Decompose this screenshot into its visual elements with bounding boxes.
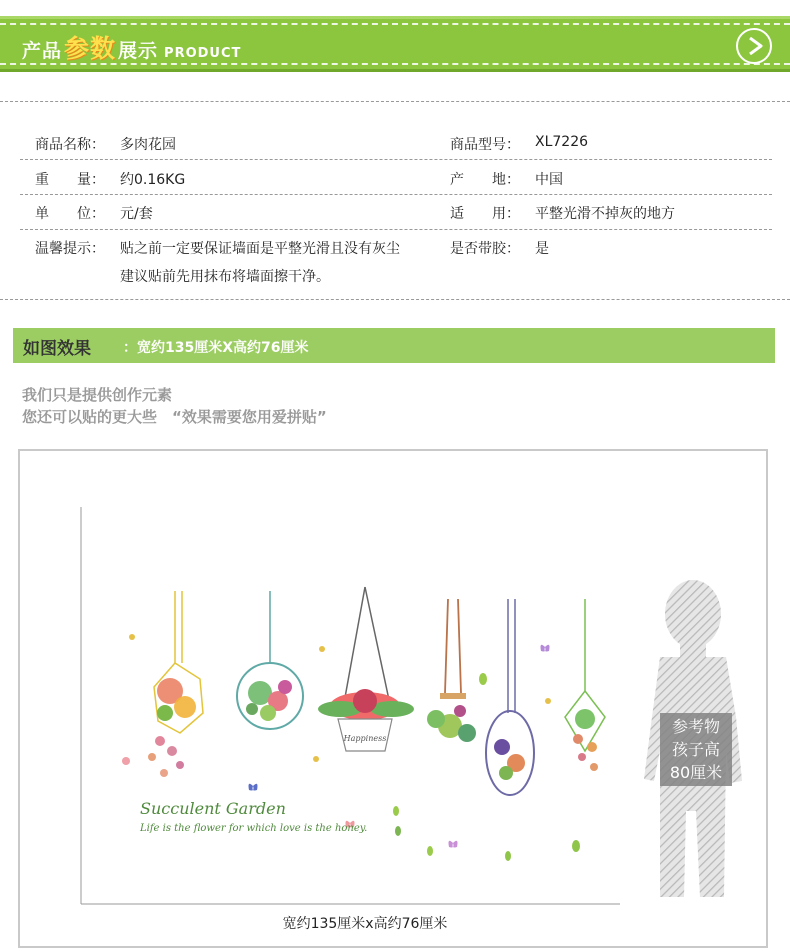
intro-line-1: 我们只是提供创作元素 — [22, 386, 173, 404]
banner-title-english: PRODUCT — [164, 46, 242, 61]
banner-title-part-c: 展示 — [118, 40, 159, 62]
reference-label-line: 80厘米 — [669, 763, 723, 782]
banner-dash-top — [0, 23, 790, 25]
spec-label: 产 地： — [450, 172, 520, 188]
intro-line-2: 您还可以贴的更大些 “效果需要您用爱拼贴” — [22, 408, 327, 426]
hanging-planter-geometric-green — [565, 599, 605, 771]
spec-value: 贴之前一定要保证墙面是平整光滑且没有灰尘 — [120, 241, 400, 257]
spec-label: 单 位： — [35, 206, 105, 222]
banner-title — [22, 29, 241, 63]
dimension-caption: 宽约135厘米x高约76厘米 — [282, 916, 448, 932]
hanging-planter-wooden-frame — [427, 599, 476, 742]
spec-value: 中国 — [535, 172, 563, 188]
section-banner — [0, 16, 790, 72]
pot-label: Happiness — [343, 734, 387, 743]
chevron-right-circle-icon[interactable] — [736, 28, 772, 64]
spec-label: 温馨提示： — [35, 241, 105, 257]
spec-label: 商品型号： — [450, 137, 520, 153]
spec-value: 约0.16KG — [120, 172, 186, 188]
spec-label: 商品名称： — [35, 137, 105, 153]
garden-logo-title: Succulent Garden — [140, 799, 286, 818]
spec-row — [20, 120, 772, 160]
spec-row — [20, 160, 772, 195]
spec-value-continued: 建议贴前先用抹布将墙面擦干净。 — [120, 269, 330, 285]
hanging-planter-round-teal — [237, 591, 303, 729]
spec-value: 是 — [535, 241, 549, 257]
banner-dash-bottom — [0, 63, 790, 65]
product-illustration-frame — [18, 449, 768, 948]
spec-label: 适 用： — [450, 206, 520, 222]
banner-title-part-a: 产品 — [22, 40, 63, 62]
spec-label: 是否带胶： — [450, 241, 520, 257]
effect-title: 如图效果 — [23, 339, 91, 359]
spec-table — [20, 120, 772, 292]
effect-subtitle: ：宽约135厘米X高约76厘米 — [123, 340, 309, 356]
spec-value: XL7226 — [535, 134, 589, 150]
hanging-planter-geometric-yellow — [148, 591, 203, 777]
spec-value: 元/套 — [120, 206, 153, 222]
garden-logo-tagline: Life is the flower for which love is the honey. — [140, 823, 368, 834]
wall-sticker-illustration — [20, 451, 770, 950]
effect-bar — [13, 328, 775, 363]
divider-bottom — [0, 299, 790, 300]
spec-row — [20, 195, 772, 230]
spec-row — [20, 230, 772, 292]
reference-label — [660, 713, 732, 786]
spec-value: 平整光滑不掉灰的地方 — [535, 206, 675, 222]
reference-label-line: 参考物 — [671, 717, 720, 736]
spec-label: 重 量： — [35, 172, 105, 188]
hanging-planter-oval-purple — [486, 599, 534, 795]
hanging-planter-pot-center — [318, 587, 414, 751]
reference-label-line: 孩子高 — [671, 740, 720, 759]
spec-value: 多肉花园 — [120, 137, 176, 153]
divider-top — [0, 101, 790, 102]
banner-title-part-b: 参数 — [64, 34, 117, 63]
